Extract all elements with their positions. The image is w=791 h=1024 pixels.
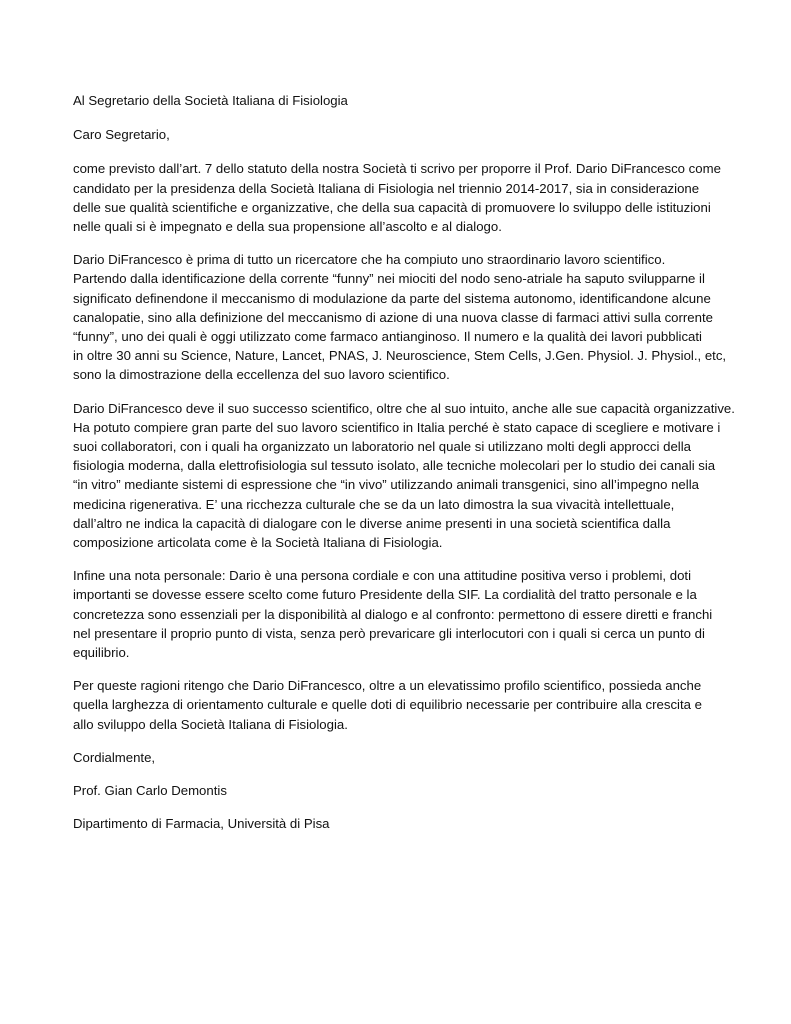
closing: Cordialmente, [73, 749, 156, 765]
paragraph-conclusion: Per queste ragioni ritengo che Dario DiFrancesco, oltre a un elevatissimo profilo scientifico, possieda anche quella larghezza di orientamento culturale e quelle doti di equilibrio necessarie per contribuire alla crescita e allo sviluppo della Società Italiana di Fisiologia. [73, 678, 702, 732]
recipient-line: Al Segretario della Società Italiana di Fisiologia [73, 93, 348, 108]
affiliation: Dipartimento di Farmacia, Università di Pisa [73, 816, 330, 832]
paragraph-personal-note: Infine una nota personale: Dario è una persona cordiale e con una attitudine positiva verso i problemi, doti importanti se dovesse essere scelto come futuro Presidente della SIF. La cordialità del tratto personale e la concretezza sono essenziali per la disponibilità al dialogo e al confronto: permettono di essere diretti e franchi nel presentare il proprio punto di vista, senza però prevaricare gli interlocutori con i quali si cerca un punto di equilibrio. [73, 568, 713, 661]
paragraph-proposal: come previsto dall’art. 7 dello statuto della nostra Società ti scrivo per proporre il Prof. Dario DiFrancesco come candidato per la presidenza della Società Italiana di Fisiologia nel triennio 2014-2017, sia in considerazione delle sue qualità scientifiche e organizzative, che della sua capacità di promuovere lo sviluppo delle istituzioni nelle quali si è impegnato e della sua propensione all’ascolto e al dialogo. [73, 161, 721, 235]
salutation: Caro Segretario, [73, 127, 170, 143]
paragraph-organization: Dario DiFrancesco deve il suo successo scientifico, oltre che al suo intuito, anche alle sue capacità organizzative. Ha potuto compiere gran parte del suo lavoro scientifico in Italia perché è stato capace di scegliere e motivare i suoi collaboratori, con i quali ha organizzato un laboratorio nel quale si utilizzano molti degli approcci della fisiologia moderna, dalla elettrofisiologia sul tessuto isolato, alle tecniche molecolari per lo studio dei canali sia “in vitro” mediante sistemi di espressione che “in vivo” utilizzando animali transgenici, sino all’impegno nella medicina rigenerativa. E’ una ricchezza culturale che se da un lato dimostra la sua vivacità intellettuale, dall’altro ne indica la capacità di dialogare con le diverse anime presenti in una società scientifica dalla composizione articolata come è la Società Italiana di Fisiologia. [73, 400, 735, 551]
signature-name: Prof. Gian Carlo Demontis [73, 783, 227, 799]
letter-page [73, 91, 733, 834]
paragraph-research: Dario DiFrancesco è prima di tutto un ricercatore che ha compiuto uno straordinario lavoro scientifico. Partendo dalla identificazione della corrente “funny” nei miociti del nodo seno-atriale ha saputo svilupparne il significato definendone il meccanismo di modulazione da parte del sistema autonomo, identificandone alcune canalopatie, sino alla definizione del meccanismo di azione di una nuova classe di farmaci attivi sulla corrente “funny”, uno dei quali è oggi utilizzato come farmaco antianginoso. Il numero e la qualità dei lavori pubblicati in oltre 30 anni su Science, Nature, Lancet, PNAS, J. Neuroscience, Stem Cells, J.Gen. Physiol. J. Physiol., etc, sono la dimostrazione della eccellenza del suo lavoro scientifico. [73, 252, 727, 383]
